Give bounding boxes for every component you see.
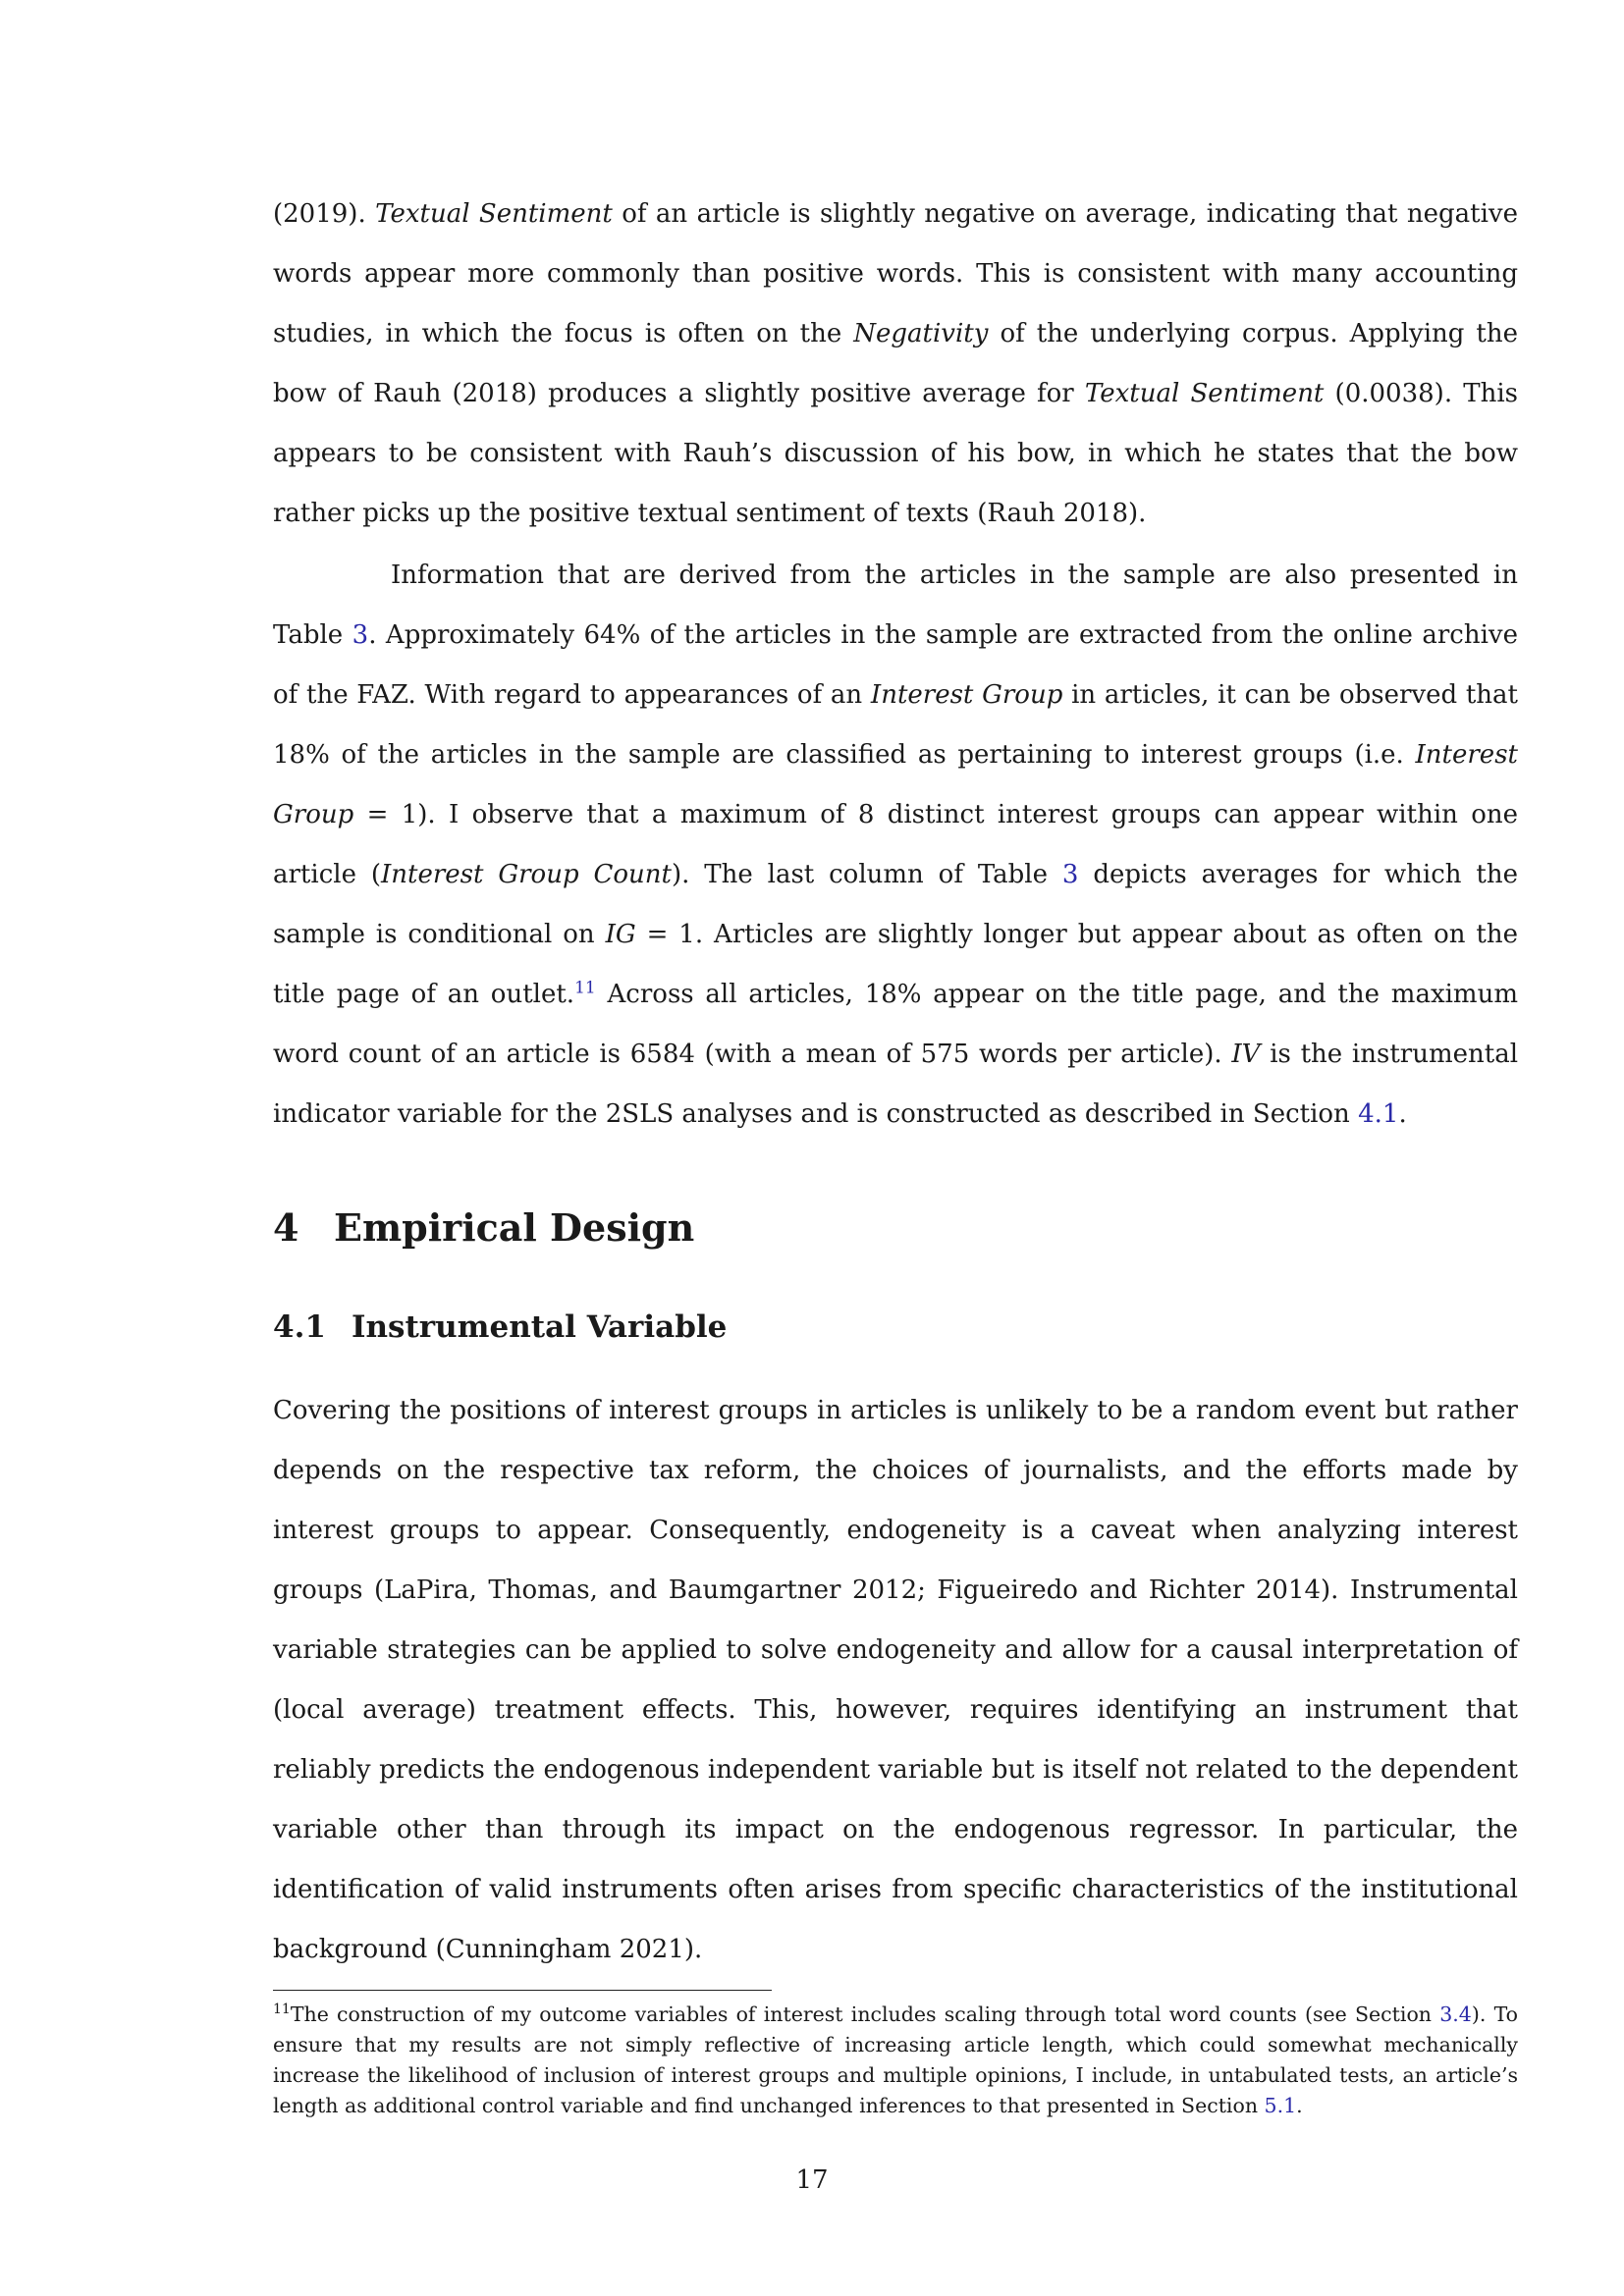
section-3-4-reference-link[interactable]: 3.4 (1439, 2002, 1472, 2026)
subsection-heading (273, 1309, 727, 1345)
subsection-number: 4.1 (273, 1309, 326, 1345)
section-heading (273, 1205, 694, 1250)
table-3-reference-link[interactable]: 3 (352, 620, 369, 650)
section-5-1-reference-link[interactable]: 5.1 (1264, 2094, 1297, 2117)
table-3-reference-link[interactable]: 3 (1061, 860, 1079, 889)
paragraph-instrumental-variable: Covering the positions of interest groups in articles is unlikely to be a random event but rather depends on the respective tax reform, the choices of journalists, and the efforts made by interest groups to appear. Consequently, endogeneity is a caveat when analyzing interest groups (LaPira, Thomas, and Baumgartner 2012; Figueiredo and Richter 2014). Instrumental variable strategies can be applied to solve endogeneity and allow for a causal interpretation of (local average) treatment effects. This, however, requires identifying an instrument that reliably predicts the endogenous independent variable but is itself not related to the dependent variable other than through its impact on the endogenous regressor. In particular, the identification of valid instruments often arises from specific characteristics of the institutional background (Cunningham 2021). (273, 1396, 1518, 1964)
footnote-mark: 11 (273, 2002, 291, 2018)
footnote-11: $^{11}$The construction of my outcome variables of interest includes scaling through total word counts (see Section 3.4). To ensure that my results are not simply reflective of increasing article length, which could somewhat mechanically increase the likelihood of inclusion of interest groups and multiple opinions, I include, in untabulated tests, an article’s length as additional control variable and find unchanged inferences to that presented in Section 5.1. (273, 2002, 1518, 2117)
footnote-separator (273, 1990, 772, 1991)
paragraph-article-information: Information that are derived from the articles in the sample are also presented in Table 3. Approximately 64% of the articles in the sample are extracted from the online archive of the FAZ. With regard to appearances of an Interest Group in articles, it can be observed that 18% of the articles in the sample are classified as pertaining to interest groups (i.e. Interest Group = 1). I observe that a maximum of 8 distinct interest groups can appear within one article (Interest Group Count). The last column of Table 3 depicts averages for which the sample is conditional on IG = 1. Articles are slightly longer but appear about as often on the title page of an outlet.$^{11}$ Across all articles, 18% appear on the title page, and the maximum word count of an article is 6584 (with a mean of 575 words per article). IV is the instrumental indicator variable for the 2SLS analyses and is constructed as described in Section 4.1. (273, 561, 1519, 1129)
page-number: 17 (795, 2165, 829, 2195)
paragraph-textual-sentiment: (2019). Textual Sentiment of an article is slightly negative on average, indicating that negative words appear more commonly than positive words. This is consistent with many accounting studies, in which the focus is often on the Negativity of the underlying corpus. Applying the bow of Rauh (2018) produces a slightly positive average for Textual Sentiment (0.0038). This appears to be consistent with Rauh’s discussion of his bow, in which he states that the bow rather picks up the positive textual sentiment of texts (Rauh 2018). (273, 199, 1519, 528)
section-title-text: Empirical Design (334, 1205, 695, 1250)
section-number: 4 (273, 1205, 299, 1250)
subsection-title-text: Instrumental Variable (352, 1309, 728, 1345)
section-4-1-reference-link[interactable]: 4.1 (1358, 1099, 1399, 1129)
footnote-11-reference-link[interactable]: 11 (574, 978, 596, 998)
